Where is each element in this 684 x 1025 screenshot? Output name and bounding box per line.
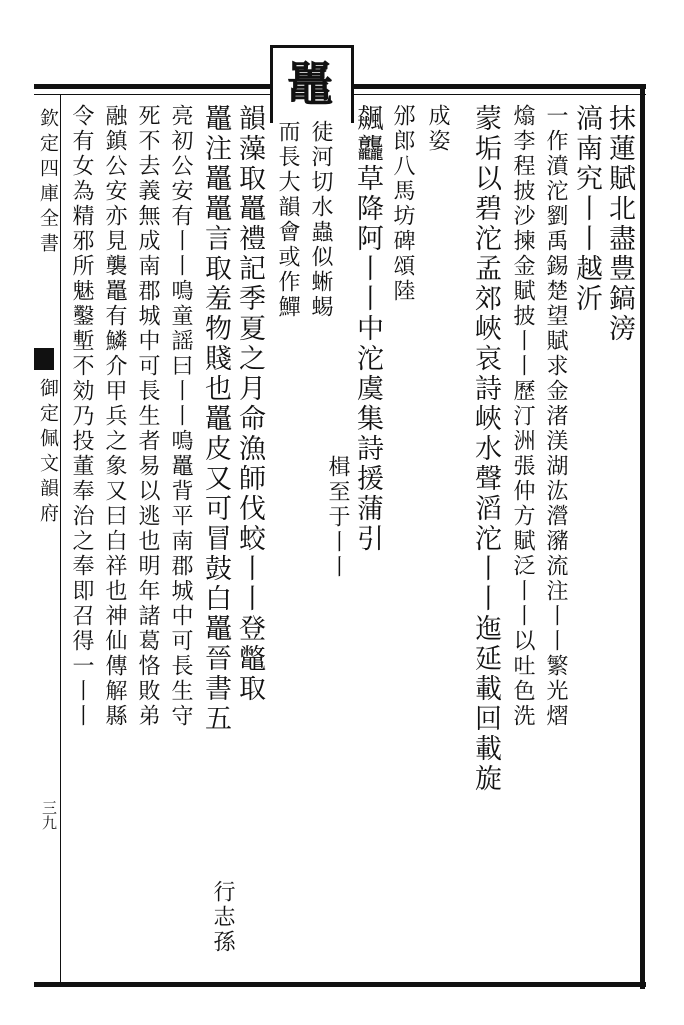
margin-book-title: 欽定四庫全書 [37, 108, 59, 258]
text-column-2: 滈南究丨丨越沂 [571, 104, 602, 314]
text-column-3: 一作濆沱劉禹錫楚望賦求金渚渼湖汯瀯瀦流注丨丨繁光熠 [543, 104, 568, 729]
text-column-9: 楫至于丨丨 [325, 455, 350, 580]
right-frame-rule [640, 84, 645, 989]
text-column-11: 而長大韻會或作鱓 [275, 120, 300, 320]
head-character: 鼉 [287, 57, 333, 111]
page-number: 三九 [40, 800, 58, 830]
text-column-17: 融鎮公安亦見襲鼉有鱗介甲兵之象又曰白祥也神仙傳解縣 [102, 104, 127, 729]
text-column-8: 飆龘草降阿丨丨中沱虞集詩援蒲引 [352, 104, 383, 554]
text-column-14: 行志孫 [210, 880, 235, 955]
bottom-frame-rule [34, 982, 646, 987]
text-column-6: 成姿 [425, 104, 450, 154]
margin-black-marker [34, 348, 54, 370]
text-column-10: 徒河切水蟲似蜥蜴 [308, 120, 333, 320]
text-column-1: 抹蓮賦北盡豊鎬滂 [604, 104, 635, 344]
top-frame-rule-left [34, 84, 272, 89]
top-frame-rule-right [346, 84, 646, 89]
text-column-7: 邠郎八馬坊碑頌陸 [390, 104, 415, 304]
margin-column-rule [60, 94, 61, 984]
text-column-4: 熻李程披沙揀金賦披丨丨歷汀洲張仲方賦泛丨丨以吐色洗 [510, 104, 535, 729]
text-column-12: 韻藻取鼉禮記季夏之月命漁師伐蛟丨丨登鼈取 [234, 104, 265, 704]
text-column-18: 令有女為精邪所魅鑿塹不効乃投董奉治之奉即召得一丨丨 [69, 104, 94, 729]
text-column-5: 蒙垢以碧沱孟郊峽哀詩峽水聲滔沱丨丨迤延載回載旋 [470, 104, 501, 794]
text-column-15: 亮初公安有丨丨鳴童謡曰丨丨鳴鼉背平南郡城中可長生守 [168, 104, 193, 729]
text-column-13: 鼉注鼉鼉言取羞物賤也鼉皮又可冒鼓白鼉晉書五 [200, 104, 231, 734]
text-column-16: 死不去義無成南郡城中可長生者易以逃也明年諸葛恪敗弟 [135, 104, 160, 729]
margin-book-subtitle: 御定佩文韻府 [37, 378, 59, 528]
